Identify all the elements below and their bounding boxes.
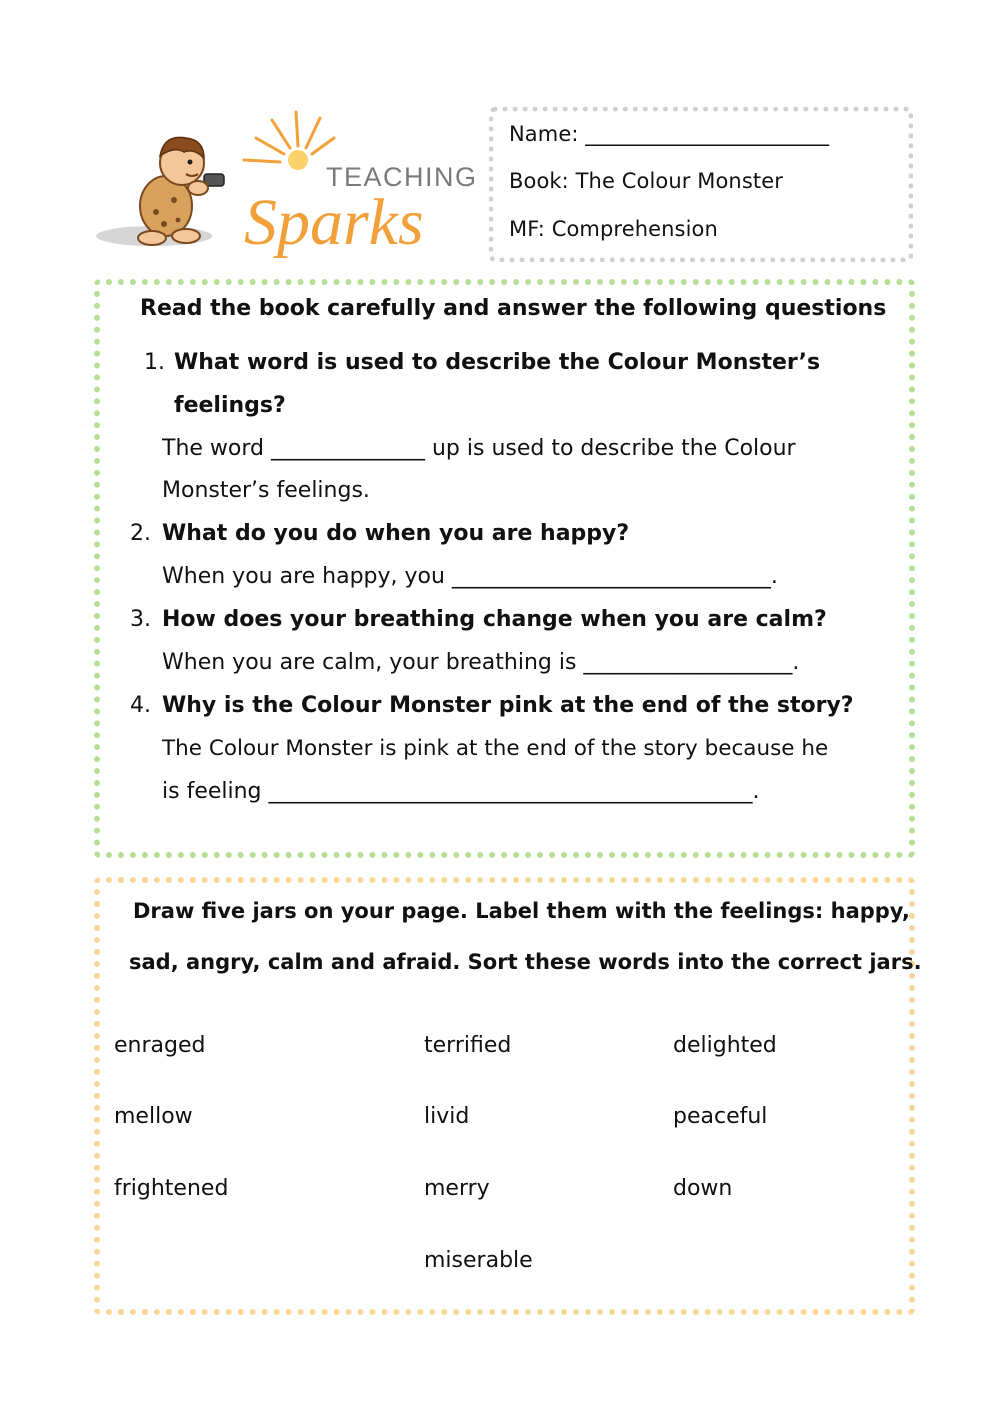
question-1-number: 1. [144, 350, 165, 375]
logo-text-main: Sparks [244, 186, 424, 258]
word-item: delighted [673, 1033, 777, 1058]
teaching-sparks-logo [94, 108, 474, 258]
caveman-mascot-icon [138, 137, 224, 245]
word-sort-heading-line2: sad, angry, calm and afraid. Sort these words into the correct jars. [129, 950, 922, 974]
word-sort-box [94, 877, 922, 1315]
question-1-text-cont: feelings? [174, 393, 286, 418]
answer-3-line[interactable]: When you are calm, your breathing is ___________________. [162, 650, 800, 675]
mf-label: MF: Comprehension [509, 217, 718, 241]
word-item: peaceful [673, 1104, 768, 1129]
answer-1-line-cont: Monster’s feelings. [162, 478, 370, 503]
sun-icon [288, 150, 308, 170]
student-info-box [489, 107, 913, 262]
question-3-number: 3. [130, 607, 151, 632]
questions-heading: Read the book carefully and answer the following questions [140, 296, 887, 321]
word-item: merry [424, 1176, 490, 1201]
question-2-text: What do you do when you are happy? [162, 521, 630, 546]
questions-box [94, 279, 915, 858]
question-4-number: 4. [130, 693, 151, 718]
answer-2-line[interactable]: When you are happy, you _____________________________. [162, 564, 778, 589]
question-3-text: How does your breathing change when you are calm? [162, 607, 827, 632]
word-item: livid [424, 1104, 470, 1129]
logo-text-top: TEACHING [326, 162, 474, 192]
sun-rays-icon [244, 112, 334, 162]
word-item: down [673, 1176, 733, 1201]
word-item: enraged [114, 1033, 206, 1058]
question-1-text: What word is used to describe the Colour Monster’s [174, 350, 821, 375]
word-item: frightened [114, 1176, 229, 1201]
question-2-number: 2. [130, 521, 151, 546]
answer-1-line[interactable]: The word ______________ up is used to describe the Colour [162, 436, 796, 461]
answer-4-line: The Colour Monster is pink at the end of the story because he [162, 736, 829, 761]
word-sort-heading-line1: Draw five jars on your page. Label them with the feelings: happy, [133, 899, 910, 923]
name-field[interactable]: Name: _______________________ [509, 122, 830, 146]
answer-4-line-cont[interactable]: is feeling ____________________________________________. [162, 779, 760, 804]
question-4-text: Why is the Colour Monster pink at the end of the story? [162, 693, 854, 718]
book-title: Book: The Colour Monster [509, 169, 783, 193]
word-item: mellow [114, 1104, 193, 1129]
word-item: miserable [424, 1248, 533, 1273]
word-item: terrified [424, 1033, 512, 1058]
logo-graphic [94, 108, 474, 258]
